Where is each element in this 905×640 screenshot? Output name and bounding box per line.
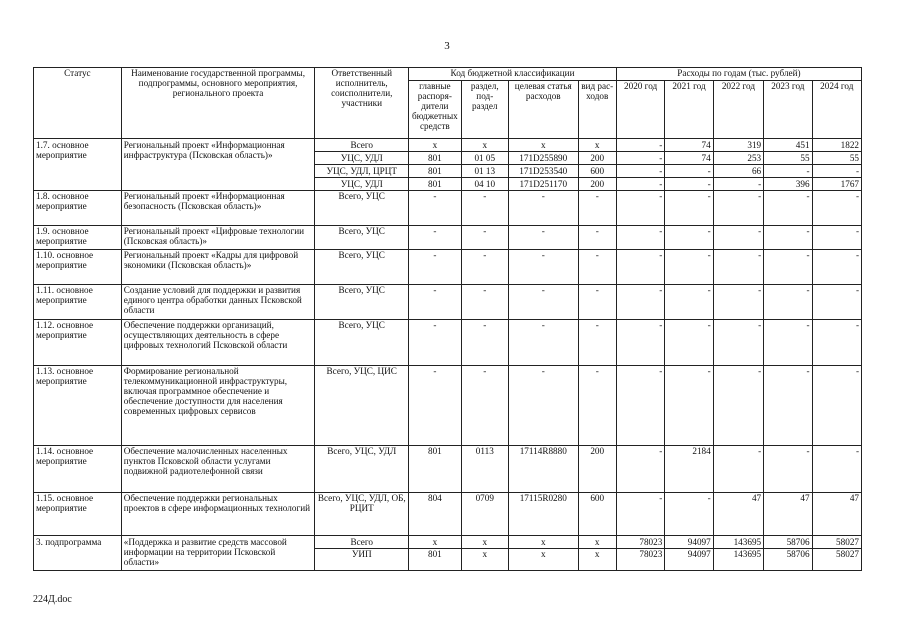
cell-target-item: 171D253540 (508, 165, 578, 178)
cell-section: 01 05 (461, 152, 508, 165)
cell-2024: - (812, 320, 861, 366)
cell-2024: - (812, 366, 861, 446)
cell-target-item: - (508, 320, 578, 366)
cell-2022: - (713, 285, 763, 320)
cell-2021: - (665, 226, 713, 250)
header-year-2021: 2021 год (665, 81, 713, 139)
cell-expense-type: - (578, 285, 616, 320)
cell-2024: 47 (812, 493, 861, 536)
row-name: Обеспечение поддержки региональных проектов в сфере информационных технологий (121, 493, 315, 536)
cell-2024: - (812, 446, 861, 493)
cell-grbs: - (409, 191, 461, 226)
cell-section: - (461, 320, 508, 366)
cell-2024: - (812, 285, 861, 320)
cell-2020: - (616, 250, 664, 285)
cell-expense-type: - (578, 366, 616, 446)
cell-grbs: - (409, 366, 461, 446)
row-name: Создание условий для поддержки и развития единого центра обработки данных Псковской области (121, 285, 315, 320)
cell-2020: - (616, 139, 664, 152)
row-status: 1.13. основное мероприятие (34, 366, 122, 446)
cell-target-item: 171D251170 (508, 178, 578, 191)
row-status: 1.14. основное мероприятие (34, 446, 122, 493)
cell-2020: - (616, 191, 664, 226)
row-name: Региональный проект «Цифровые технологии (Псковская область)» (121, 226, 315, 250)
cell-2023: - (764, 250, 812, 285)
cell-section: х (461, 139, 508, 152)
cell-2020: - (616, 152, 664, 165)
cell-2020: - (616, 178, 664, 191)
cell-expense-type: х (578, 536, 616, 549)
cell-2021: - (665, 191, 713, 226)
cell-2020: - (616, 320, 664, 366)
header-status: Статус (34, 68, 122, 139)
table-row (34, 320, 862, 366)
cell-2020: - (616, 446, 664, 493)
cell-grbs: - (409, 320, 461, 366)
cell-section: 0113 (461, 446, 508, 493)
cell-grbs: 801 (409, 165, 461, 178)
cell-2021: - (665, 493, 713, 536)
cell-2022: 143695 (713, 549, 763, 571)
cell-responsible: Всего, УЦС, ЦИС (315, 366, 409, 446)
cell-target-item: 17115R0280 (508, 493, 578, 536)
header-section: раздел, под-раздел (461, 81, 508, 139)
cell-2021: - (665, 366, 713, 446)
header-year-2024: 2024 год (812, 81, 861, 139)
cell-expense-type: - (578, 250, 616, 285)
cell-section: х (461, 549, 508, 571)
cell-2020: - (616, 366, 664, 446)
cell-section: - (461, 191, 508, 226)
row-status: 1.9. основное мероприятие (34, 226, 122, 250)
header-responsible: Ответственный исполнитель, соисполнители, участники (315, 68, 409, 139)
cell-expense-type: - (578, 226, 616, 250)
row-status: 1.15. основное мероприятие (34, 493, 122, 536)
cell-expense-type: 200 (578, 178, 616, 191)
header-grbs: главные распоря-дители бюджетных средств (409, 81, 461, 139)
cell-2021: 2184 (665, 446, 713, 493)
table-row (34, 226, 862, 250)
cell-section: 0709 (461, 493, 508, 536)
cell-2021: 74 (665, 152, 713, 165)
cell-responsible: Всего, УЦС (315, 320, 409, 366)
cell-target-item: 17114R8880 (508, 446, 578, 493)
cell-2024: - (812, 250, 861, 285)
cell-2023: - (764, 226, 812, 250)
cell-2020: - (616, 493, 664, 536)
cell-2024: 55 (812, 152, 861, 165)
cell-responsible: Всего, УЦС, УДЛ, ОБ, РЦИТ (315, 493, 409, 536)
cell-2023: 47 (764, 493, 812, 536)
cell-grbs: 804 (409, 493, 461, 536)
cell-2021: - (665, 285, 713, 320)
table-row (34, 536, 862, 549)
page-number: 3 (444, 40, 450, 52)
row-status: 1.12. основное мероприятие (34, 320, 122, 366)
cell-2020: 78023 (616, 536, 664, 549)
cell-2023: - (764, 366, 812, 446)
header-name: Наименование государственной программы, подпрограммы, основного мероприятия, регионального проекта (121, 68, 315, 139)
cell-2021: 74 (665, 139, 713, 152)
row-name: «Поддержка и развитие средств массовой информации на территории Псковской области» (121, 536, 315, 571)
cell-2021: 94097 (665, 549, 713, 571)
cell-expense-type: 600 (578, 493, 616, 536)
cell-expense-type: - (578, 320, 616, 366)
cell-2022: 143695 (713, 536, 763, 549)
row-status: 1.11. основное мероприятие (34, 285, 122, 320)
header-year-2023: 2023 год (764, 81, 812, 139)
cell-target-item: - (508, 191, 578, 226)
cell-grbs: 801 (409, 152, 461, 165)
cell-2022: - (713, 191, 763, 226)
cell-2023: 451 (764, 139, 812, 152)
table-row (34, 139, 862, 152)
table-row (34, 446, 862, 493)
cell-expense-type: 600 (578, 165, 616, 178)
cell-responsible: Всего (315, 536, 409, 549)
footer-filename: 224Д.doc (33, 594, 72, 605)
cell-2024: - (812, 226, 861, 250)
row-name: Региональный проект «Информационная инфраструктура (Псковская область)» (121, 139, 315, 191)
cell-expense-type: 200 (578, 152, 616, 165)
cell-2020: - (616, 285, 664, 320)
cell-responsible: Всего, УЦС (315, 250, 409, 285)
budget-table (33, 67, 862, 571)
cell-2020: - (616, 165, 664, 178)
cell-2024: - (812, 165, 861, 178)
cell-2023: 396 (764, 178, 812, 191)
cell-responsible: Всего, УЦС (315, 191, 409, 226)
header-target-item: целевая статья расходов (508, 81, 578, 139)
cell-section: - (461, 250, 508, 285)
cell-2022: - (713, 226, 763, 250)
cell-section: - (461, 226, 508, 250)
cell-responsible: УИП (315, 549, 409, 571)
header-budget-code: Код бюджетной классификации (409, 68, 617, 81)
row-name: Обеспечение малочисленных населенных пунктов Псковской области услугами подвижной радиотелефонной связи (121, 446, 315, 493)
cell-target-item: х (508, 139, 578, 152)
cell-2024: 1767 (812, 178, 861, 191)
row-name: Формирование региональной телекоммуникационной инфраструктуры, включая программное обеспечение и обеспечение доступности для населения современных цифровых сервисов (121, 366, 315, 446)
cell-2022: 66 (713, 165, 763, 178)
cell-grbs: - (409, 285, 461, 320)
row-status: 3. подпрограмма (34, 536, 122, 571)
cell-responsible: УЦС, УДЛ, ЦРЦТ (315, 165, 409, 178)
cell-target-item: - (508, 285, 578, 320)
header-year-2022: 2022 год (713, 81, 763, 139)
header-expenses: Расходы по годам (тыс. рублей) (616, 68, 861, 81)
cell-target-item: х (508, 536, 578, 549)
cell-2021: 94097 (665, 536, 713, 549)
cell-section: 04 10 (461, 178, 508, 191)
cell-2022: - (713, 366, 763, 446)
row-name: Региональный проект «Информационная безопасность (Псковская область)» (121, 191, 315, 226)
cell-target-item: - (508, 250, 578, 285)
cell-section: х (461, 536, 508, 549)
cell-2023: - (764, 165, 812, 178)
cell-2023: - (764, 285, 812, 320)
cell-2022: - (713, 446, 763, 493)
cell-section: - (461, 285, 508, 320)
header-expense-type: вид рас-ходов (578, 81, 616, 139)
cell-grbs: - (409, 250, 461, 285)
cell-2022: 253 (713, 152, 763, 165)
cell-2021: - (665, 178, 713, 191)
table-row (34, 493, 862, 536)
table-row (34, 285, 862, 320)
cell-grbs: 801 (409, 549, 461, 571)
cell-2023: - (764, 446, 812, 493)
cell-expense-type: - (578, 191, 616, 226)
cell-2024: 58027 (812, 536, 861, 549)
cell-2021: - (665, 250, 713, 285)
cell-2021: - (665, 320, 713, 366)
cell-2023: - (764, 191, 812, 226)
cell-2023: - (764, 320, 812, 366)
table-row (34, 366, 862, 446)
cell-target-item: - (508, 226, 578, 250)
cell-grbs: х (409, 536, 461, 549)
cell-grbs: 801 (409, 178, 461, 191)
cell-responsible: Всего (315, 139, 409, 152)
row-name: Обеспечение поддержки организаций, осуществляющих деятельность в сфере цифровых технологий Псковской области (121, 320, 315, 366)
cell-responsible: Всего, УЦС (315, 285, 409, 320)
table-row (34, 191, 862, 226)
cell-expense-type: 200 (578, 446, 616, 493)
cell-target-item: х (508, 549, 578, 571)
cell-target-item: 171D255890 (508, 152, 578, 165)
cell-grbs: 801 (409, 446, 461, 493)
table-row (34, 250, 862, 285)
cell-grbs: - (409, 226, 461, 250)
cell-2024: - (812, 191, 861, 226)
cell-2023: 58706 (764, 549, 812, 571)
row-name: Региональный проект «Кадры для цифровой экономики (Псковская область)» (121, 250, 315, 285)
cell-2022: 47 (713, 493, 763, 536)
cell-2022: - (713, 250, 763, 285)
cell-2020: 78023 (616, 549, 664, 571)
cell-grbs: х (409, 139, 461, 152)
row-status: 1.7. основное мероприятие (34, 139, 122, 191)
cell-2022: - (713, 178, 763, 191)
cell-2023: 55 (764, 152, 812, 165)
cell-section: 01 13 (461, 165, 508, 178)
cell-2020: - (616, 226, 664, 250)
cell-2022: 319 (713, 139, 763, 152)
cell-responsible: Всего, УЦС, УДЛ (315, 446, 409, 493)
cell-responsible: УЦС, УДЛ (315, 178, 409, 191)
cell-section: - (461, 366, 508, 446)
row-status: 1.10. основное мероприятие (34, 250, 122, 285)
cell-target-item: - (508, 366, 578, 446)
cell-expense-type: х (578, 549, 616, 571)
cell-expense-type: х (578, 139, 616, 152)
cell-2023: 58706 (764, 536, 812, 549)
cell-2024: 58027 (812, 549, 861, 571)
header-year-2020: 2020 год (616, 81, 664, 139)
cell-responsible: УЦС, УДЛ (315, 152, 409, 165)
cell-2021: - (665, 165, 713, 178)
cell-2022: - (713, 320, 763, 366)
cell-2024: 1822 (812, 139, 861, 152)
cell-responsible: Всего, УЦС (315, 226, 409, 250)
row-status: 1.8. основное мероприятие (34, 191, 122, 226)
